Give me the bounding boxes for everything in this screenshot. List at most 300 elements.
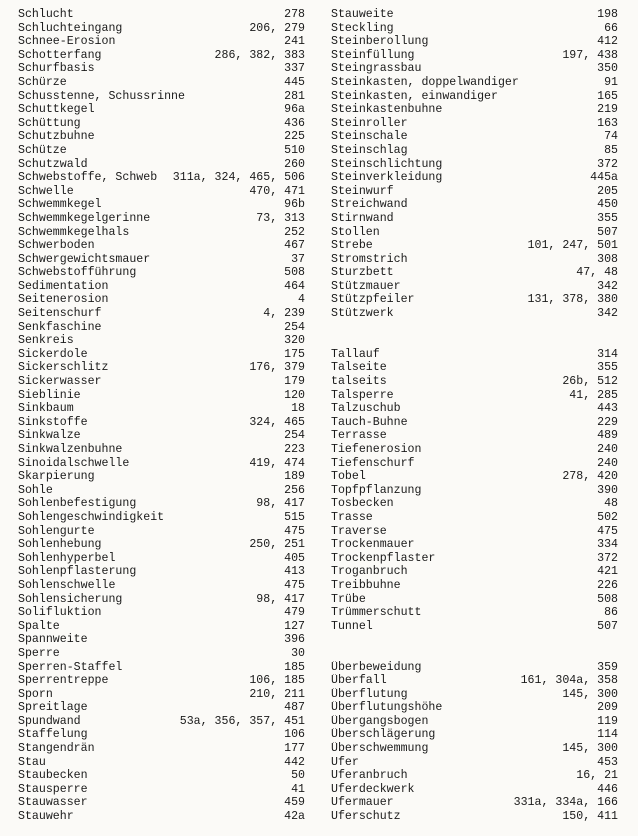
index-page-numbers: 229 [597,415,618,429]
index-page-numbers: 127 [284,619,305,633]
index-entry [331,117,618,131]
index-term: Sohlenpflasterung [18,565,137,579]
index-entry [18,49,305,63]
index-term: Traverse [331,524,387,538]
index-page-numbers: 342 [597,307,618,321]
index-term: Überflutungshöhe [331,701,443,715]
index-page-numbers: 240 [597,456,618,470]
index-page-numbers: 311a, 324, 465, 506 [172,171,305,185]
index-column-left [18,8,305,824]
index-entry [331,253,618,267]
index-entry [18,158,305,172]
index-entry [331,171,618,185]
index-page-numbers: 256 [284,483,305,497]
index-term: Schürze [18,75,67,89]
index-page-numbers: 114 [597,728,618,742]
index-entry [331,661,618,675]
index-page-numbers: 355 [597,361,618,375]
index-term: Stauweite [331,8,394,21]
index-page-numbers: 479 [284,606,305,620]
index-page-numbers: 150, 411 [562,810,618,824]
index-term: Schuttkegel [18,103,95,117]
index-page-numbers: 41 [291,782,305,796]
index-term: Steckling [331,21,394,35]
index-page-numbers: 26b, 512 [562,375,618,389]
index-page-numbers: 98, 417 [256,592,305,606]
index-page-numbers: 161, 304a, 358 [520,674,618,688]
index-page-numbers: 119 [597,714,618,728]
index-entry [18,185,305,199]
index-term: Skarpierung [18,470,95,484]
index-page-numbers: 508 [597,592,618,606]
index-page-numbers: 359 [597,660,618,674]
index-term: Überfall [331,674,387,688]
index-entry [18,375,305,389]
index-entry [331,198,618,212]
index-term: Sinkwalze [18,429,81,443]
index-entry [18,76,305,90]
index-entry [331,783,618,797]
index-entry [18,239,305,253]
index-term: Schwemmkegelgerinne [18,211,151,225]
index-page-numbers: 405 [284,551,305,565]
index-column-right [331,8,618,824]
index-entry [331,756,618,770]
index-term: Stau [18,755,46,769]
index-term: Stauwasser [18,796,88,810]
index-term: Steinkasten, doppelwandiger [331,75,519,89]
index-entry [18,620,305,634]
index-term: Überbeweidung [331,660,422,674]
index-entry [18,661,305,675]
index-page-numbers: 470, 471 [249,184,305,198]
index-entry [331,49,618,63]
index-page-numbers: 508 [284,266,305,280]
index-entry [18,443,305,457]
index-term: Sperrentreppe [18,674,109,688]
index-page-numbers: 42a [284,810,305,824]
index-page-numbers: 475 [597,524,618,538]
index-entry [18,511,305,525]
index-page-numbers: 510 [284,143,305,157]
index-entry [331,389,618,403]
index-entry [331,443,618,457]
index-entry [331,457,618,471]
index-term: Senkfaschine [18,320,102,334]
index-entry [331,769,618,783]
index-term: Sickerschlitz [18,361,109,375]
index-page-numbers: 106, 185 [249,674,305,688]
index-page-numbers: 225 [284,130,305,144]
index-entry [331,239,618,253]
index-page-numbers: 254 [284,429,305,443]
index-page-numbers: 177 [284,742,305,756]
index-page-numbers: 372 [597,157,618,171]
index-term: Sohlensicherung [18,592,123,606]
index-page-numbers: 446 [597,782,618,796]
index-term: Steinwurf [331,184,394,198]
index-term: Stollen [331,225,380,239]
index-entry [18,416,305,430]
index-page-numbers: 205 [597,184,618,198]
index-page-numbers: 372 [597,551,618,565]
index-entry [18,525,305,539]
index-entry [18,606,305,620]
index-entry [331,579,618,593]
index-page-numbers: 30 [291,646,305,660]
index-entry [331,620,618,634]
index-term: Sedimentation [18,279,109,293]
index-term: Steinverkleidung [331,171,443,185]
index-entry [18,103,305,117]
index-page-numbers: 4, 239 [263,307,305,321]
index-term: Sperren-Staffel [18,660,123,674]
index-page-numbers: 85 [604,143,618,157]
index-entry [331,715,618,729]
index-term: Strebe [331,239,373,253]
index-page-numbers: 48 [604,497,618,511]
index-entry [331,280,618,294]
index-page-numbers: 241 [284,35,305,49]
index-entry [18,783,305,797]
index-page-numbers: 286, 382, 383 [214,48,305,62]
index-entry [18,253,305,267]
index-page-numbers: 308 [597,252,618,266]
index-page-numbers: 210, 211 [249,687,305,701]
index-term: Steinschale [331,130,408,144]
index-entry [331,375,618,389]
index-page-numbers: 73, 313 [256,211,305,225]
index-page-numbers: 314 [597,347,618,361]
index-term: Steinschlag [331,143,408,157]
index-entry [331,497,618,511]
index-term: Stangendrän [18,742,95,756]
index-page-numbers: 226 [597,578,618,592]
index-entry [331,185,618,199]
index-term: Terrasse [331,429,387,443]
index-term: Talseite [331,361,387,375]
index-page-numbers: 390 [597,483,618,497]
index-term: Schotterfang [18,48,102,62]
index-entry [18,144,305,158]
index-term: Schwelle [18,184,74,198]
index-page-numbers: 350 [597,62,618,76]
index-term: Stauwehr [18,810,74,824]
index-term: Seitenerosion [18,293,109,307]
index-term: Steinberollung [331,35,429,49]
index-term: Staubecken [18,769,88,783]
index-term: Steinkastenbuhne [331,103,443,117]
index-term: Schüttung [18,116,81,130]
index-page-numbers: 120 [284,388,305,402]
index-term: talseits [331,375,387,389]
index-entry [18,226,305,240]
index-term: Sohlenbefestigung [18,497,137,511]
index-entry [331,62,618,76]
index-entry [18,674,305,688]
index-page-numbers: 442 [284,755,305,769]
index-entry [18,198,305,212]
index-entry [18,810,305,824]
index-term: Schusstenne, Schussrinne [18,89,185,103]
index-term: Schwebstofführung [18,266,137,280]
index-page-numbers: 436 [284,116,305,130]
index-entry [331,103,618,117]
index-page-numbers: 459 [284,796,305,810]
index-term: Sohlenhebung [18,538,102,552]
index-page-numbers: 475 [284,578,305,592]
index-page-numbers: 206, 279 [249,21,305,35]
index-page-numbers: 464 [284,279,305,293]
index-page-numbers: 179 [284,375,305,389]
index-page-numbers: 260 [284,157,305,171]
index-term: Ufermauer [331,796,394,810]
index-page-numbers: 419, 474 [249,456,305,470]
index-page-numbers: 101, 247, 501 [527,239,618,253]
index-page-numbers: 331a, 334a, 166 [513,796,618,810]
index-entry [18,35,305,49]
index-entry [18,429,305,443]
index-entry [18,457,305,471]
index-page-numbers: 445 [284,75,305,89]
index-term: Ufer [331,755,359,769]
index-page-numbers: 412 [597,35,618,49]
index-term: Stromstrich [331,252,408,266]
index-page-numbers: 163 [597,116,618,130]
index-term: Sperre [18,646,60,660]
index-page-numbers: 337 [284,62,305,76]
index-term: Tallauf [331,347,380,361]
index-page-numbers: 209 [597,701,618,715]
index-entry [18,280,305,294]
index-term: Treibbuhne [331,578,401,592]
index-page-numbers: 252 [284,225,305,239]
index-page-numbers: 254 [284,320,305,334]
index-page-numbers: 507 [597,619,618,633]
index-page-numbers: 240 [597,443,618,456]
index-entry [331,361,618,375]
index-term: Staffelung [18,728,88,742]
index-section [331,8,618,321]
index-term: Uferschutz [331,810,401,824]
index-entry [331,144,618,158]
index-page-numbers: 355 [597,211,618,225]
index-page-numbers: 487 [284,701,305,715]
index-entry [331,470,618,484]
index-page-numbers: 4 [298,293,305,307]
index-term: Schluchteingang [18,21,123,35]
index-term: Sickerdole [18,347,88,361]
index-term: Schurfbasis [18,62,95,76]
index-term: Topfpflanzung [331,483,422,497]
index-page-numbers: 219 [597,103,618,117]
index-entry [18,728,305,742]
index-term: Schwergewichtsmauer [18,252,151,266]
index-entry [18,8,305,22]
index-page-numbers: 198 [597,8,618,21]
index-page-numbers: 324, 465 [249,415,305,429]
index-page-numbers: 131, 378, 380 [527,293,618,307]
index-page-numbers: 165 [597,89,618,103]
index-page-numbers: 98, 417 [256,497,305,511]
index-page-numbers: 145, 300 [562,687,618,701]
index-entry [331,701,618,715]
index-entry [18,62,305,76]
index-term: Steinroller [331,116,408,130]
index-entry [18,633,305,647]
index-term: Schutzwald [18,157,88,171]
index-page-numbers: 106 [284,728,305,742]
index-entry [331,796,618,810]
index-section [331,661,618,824]
index-entry [331,552,618,566]
index-entry [331,212,618,226]
index-entry [331,348,618,362]
index-entry [18,769,305,783]
index-term: Überschlägerung [331,728,436,742]
index-term: Schwerboden [18,239,95,253]
index-entry [331,416,618,430]
index-page-numbers: 50 [291,769,305,783]
index-term: Schütze [18,143,67,157]
index-page-numbers: 250, 251 [249,538,305,552]
index-page-numbers: 450 [597,198,618,212]
index-entry [331,484,618,498]
index-entry [18,701,305,715]
index-term: Schutzbuhne [18,130,95,144]
index-entry [331,810,618,824]
index-term: Schlucht [18,8,74,21]
index-term: Sohlengeschwindigkeit [18,510,165,524]
index-page-numbers: 53a, 356, 357, 451 [179,714,305,728]
index-term: Steinfüllung [331,48,415,62]
index-entry [331,8,618,22]
index-entry [18,266,305,280]
index-term: Streichwand [331,198,408,212]
index-term: Tosbecken [331,497,394,511]
index-entry [18,22,305,36]
index-entry [18,470,305,484]
index-entry [18,402,305,416]
index-page-numbers: 96a [284,103,305,117]
index-term: Trübe [331,592,366,606]
index-term: Schwemmkegelhals [18,225,130,239]
index-term: Troganbruch [331,565,408,579]
index-term: Trümmerschutt [331,606,422,620]
index-term: Trockenpflaster [331,551,436,565]
index-term: Sohlengurte [18,524,95,538]
index-entry [18,497,305,511]
index-entry [331,293,618,307]
index-term: Spannweite [18,633,88,647]
index-page-numbers: 86 [604,606,618,620]
index-entry [18,565,305,579]
index-page-numbers: 47, 48 [576,266,618,280]
index-entry [18,647,305,661]
index-entry [18,389,305,403]
index-entry [331,266,618,280]
index-page-numbers: 453 [597,755,618,769]
index-entry [331,538,618,552]
index-term: Tiefenschurf [331,456,415,470]
index-page-numbers: 91 [604,75,618,89]
index-page-numbers: 176, 379 [249,361,305,375]
index-term: Spundwand [18,714,81,728]
index-entry [331,429,618,443]
index-term: Tobel [331,470,366,484]
index-page-numbers: 18 [291,402,305,416]
index-term: Tunnel [331,619,373,633]
index-term: Stützmauer [331,279,401,293]
index-entry [18,579,305,593]
index-entry [331,22,618,36]
index-entry [331,35,618,49]
index-entry [18,593,305,607]
index-term: Überflutung [331,687,408,701]
index-term: Tiefenerosion [331,443,422,456]
index-term: Uferdeckwerk [331,782,415,796]
index-entry [331,688,618,702]
index-term: Sohle [18,483,53,497]
index-entry [18,171,305,185]
index-entry [331,674,618,688]
index-entry [331,158,618,172]
index-page-numbers: 334 [597,538,618,552]
index-entry [331,402,618,416]
index-term: Sieblinie [18,388,81,402]
index-term: Trasse [331,510,373,524]
index-page-numbers: 74 [604,130,618,144]
index-page-numbers: 445a [590,171,618,185]
index-entry [18,348,305,362]
index-page-numbers: 145, 300 [562,742,618,756]
index-page-numbers: 502 [597,510,618,524]
index-page-numbers: 396 [284,633,305,647]
index-entry [331,728,618,742]
index-page-numbers: 413 [284,565,305,579]
index-entry [18,552,305,566]
index-page-numbers: 278, 420 [562,470,618,484]
index-term: Stützpfeiler [331,293,415,307]
index-term: Sinkstoffe [18,415,88,429]
index-entry [18,293,305,307]
index-term: Überschwemmung [331,742,429,756]
index-term: Sturzbett [331,266,394,280]
index-entry [18,212,305,226]
index-term: Sohlenschwelle [18,578,116,592]
index-entry [331,226,618,240]
index-page-numbers: 41, 285 [569,388,618,402]
index-entry [18,538,305,552]
index-page-numbers: 185 [284,660,305,674]
index-entry [331,606,618,620]
index-entry [18,307,305,321]
index-term: Tauch-Buhne [331,415,408,429]
index-entry [18,742,305,756]
index-page-numbers: 66 [604,21,618,35]
index-entry [331,76,618,90]
index-section [18,8,305,824]
index-page-numbers: 37 [291,252,305,266]
index-page-numbers: 197, 438 [562,48,618,62]
index-entry [18,90,305,104]
index-entry [18,796,305,810]
index-term: Trockenmauer [331,538,415,552]
index-term: Übergangsbogen [331,714,429,728]
index-term: Sohlenhyperbel [18,551,116,565]
index-term: Stausperre [18,782,88,796]
index-entry [331,565,618,579]
